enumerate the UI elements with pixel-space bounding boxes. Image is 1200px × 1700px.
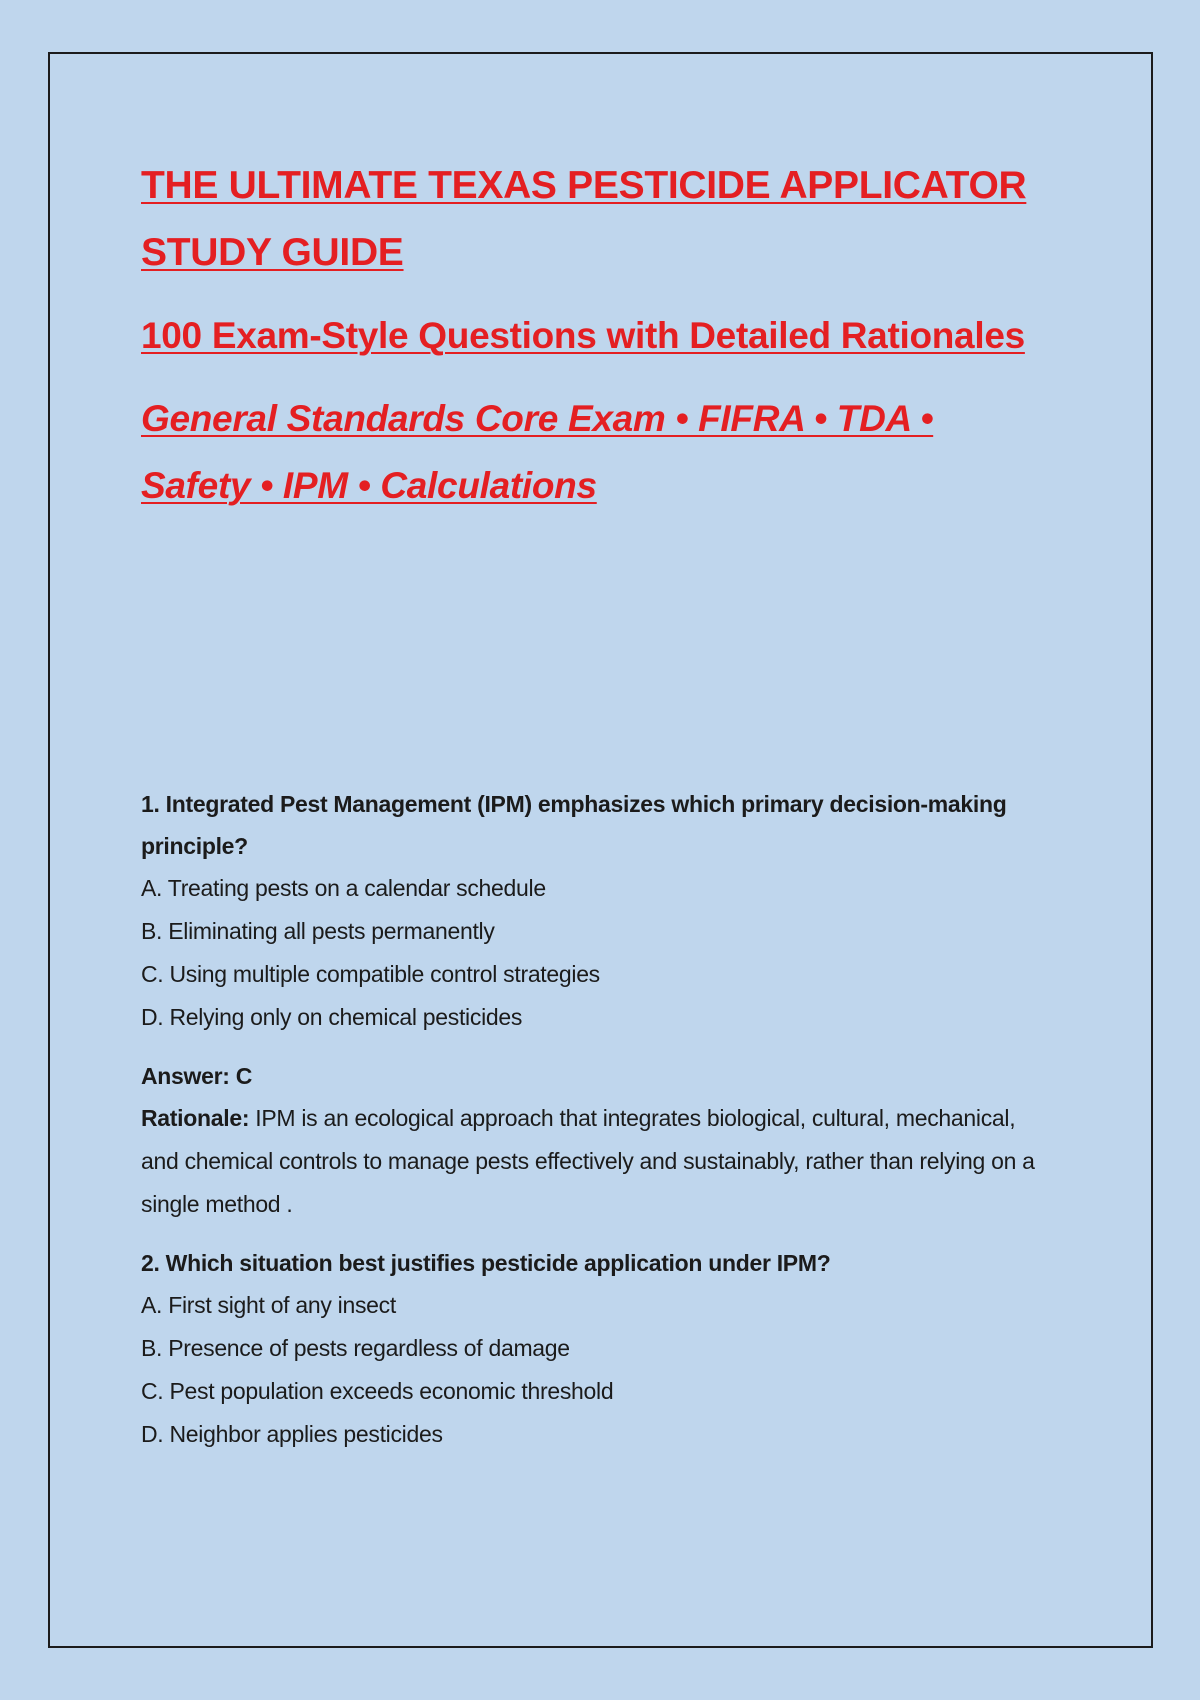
question-2 — [141, 1242, 1041, 1456]
page-title: THE ULTIMATE TEXAS PESTICIDE APPLICATOR STUDY GUIDE — [141, 164, 1027, 274]
rationale — [141, 1097, 1041, 1226]
question-text: 1. Integrated Pest Management (IPM) emphasizes which primary decision-making principle? — [141, 791, 1007, 859]
header-block — [141, 152, 1041, 519]
question-text: 2. Which situation best justifies pesticide application under IPM? — [141, 1250, 831, 1276]
option-c: C. Pest population exceeds economic threshold — [141, 1378, 614, 1404]
page-tagline: General Standards Core Exam • FIFRA • TDA • Safety • IPM • Calculations — [141, 398, 934, 506]
option-c: C. Using multiple compatible control strategies — [141, 961, 600, 987]
questions-section — [141, 783, 1041, 1456]
option-b: B. Eliminating all pests permanently — [141, 918, 495, 944]
option-b: B. Presence of pests regardless of damage — [141, 1335, 570, 1361]
option-a: A. Treating pests on a calendar schedule — [141, 875, 546, 901]
answer: Answer: C — [141, 1063, 253, 1089]
option-d: D. Relying only on chemical pesticides — [141, 1004, 523, 1030]
rationale-label: Rationale: — [141, 1105, 250, 1131]
page-subtitle: 100 Exam-Style Questions with Detailed Rationales — [141, 315, 1025, 356]
rationale-text: IPM is an ecological approach that integrates biological, cultural, mechanical, and chemical controls to manage pests effectively and sustainably, rather than relying on a single method . — [141, 1105, 1035, 1217]
option-d: D. Neighbor applies pesticides — [141, 1421, 443, 1447]
option-a: A. First sight of any insect — [141, 1292, 396, 1318]
question-1 — [141, 783, 1041, 1226]
